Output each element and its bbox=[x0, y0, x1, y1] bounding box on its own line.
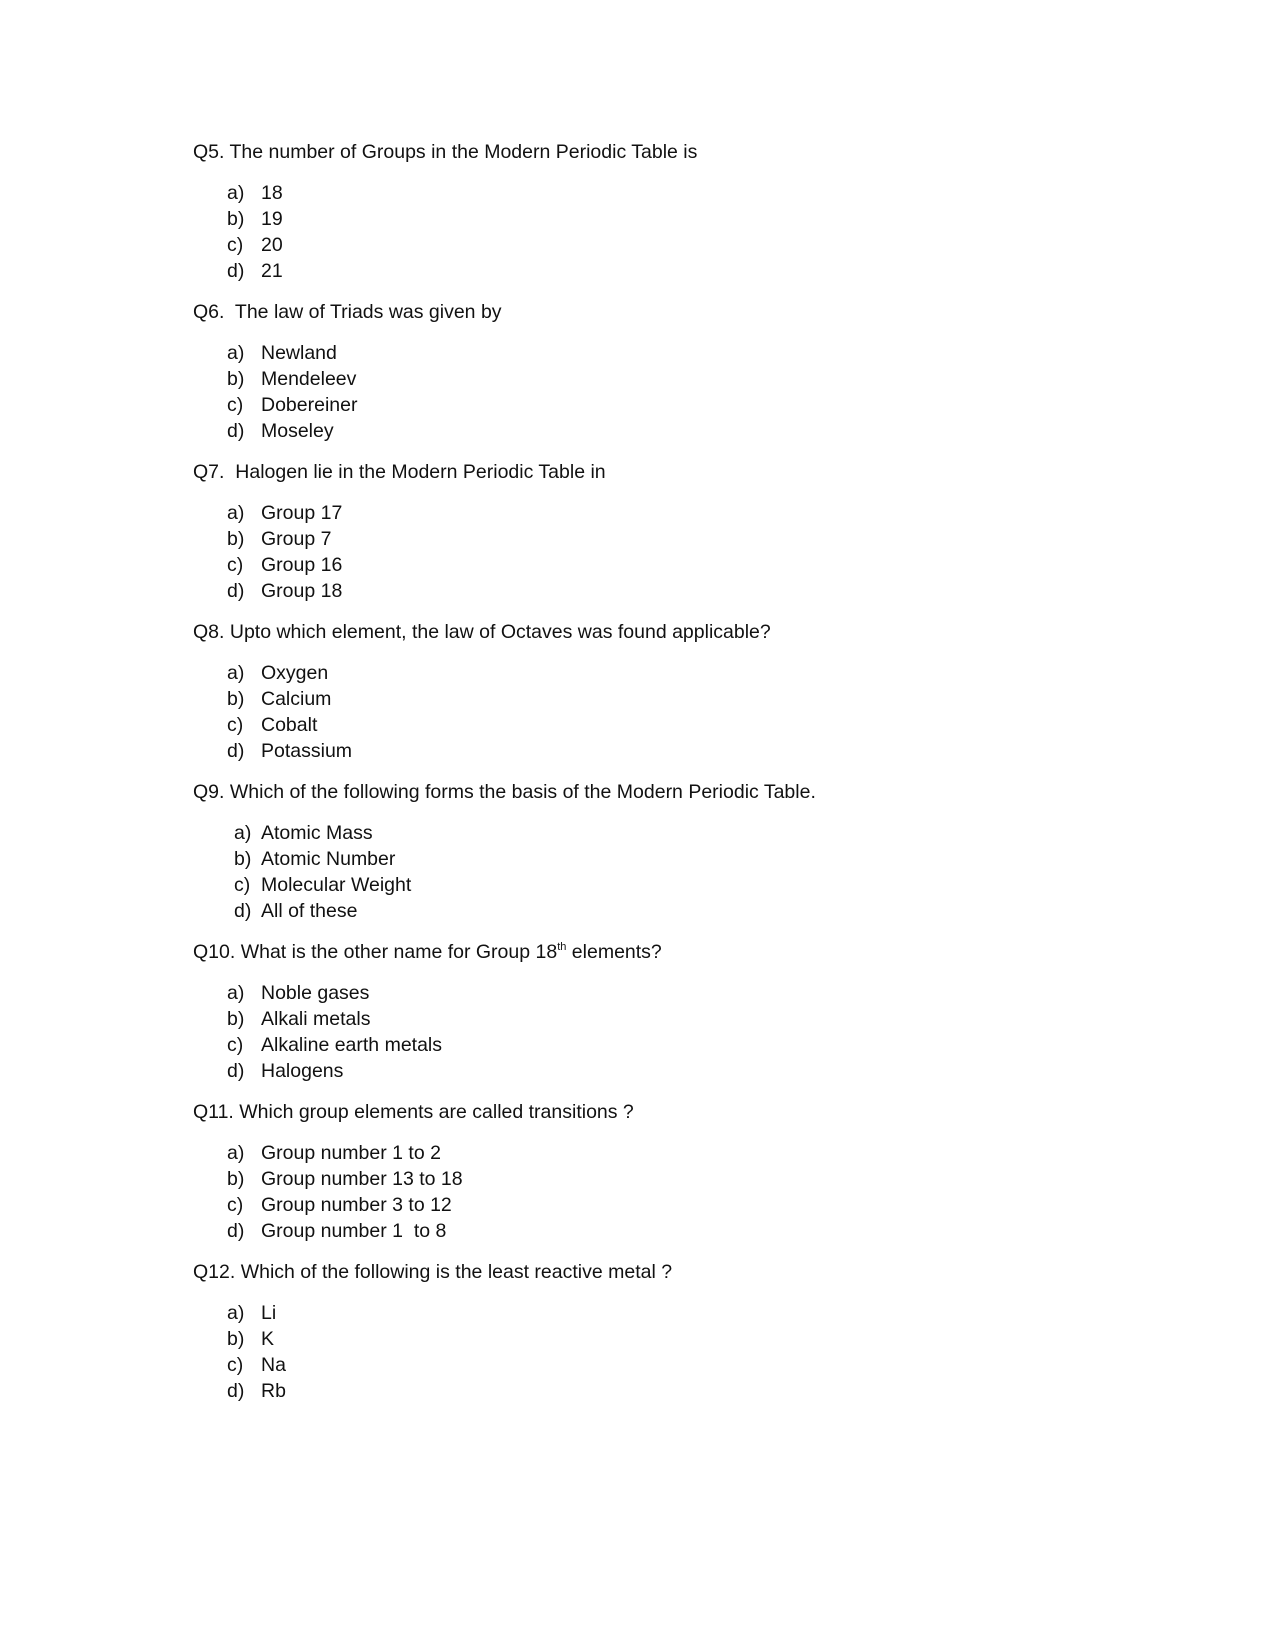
question-body: Halogen lie in the Modern Periodic Table in bbox=[224, 461, 606, 483]
question-number: Q10. bbox=[193, 941, 236, 963]
option-letter: d) bbox=[227, 1060, 245, 1082]
option-letter: a) bbox=[227, 1142, 245, 1164]
option-text: Oxygen bbox=[261, 662, 329, 684]
question-number: Q8. bbox=[193, 621, 225, 643]
option-d bbox=[193, 898, 1193, 924]
option-b bbox=[193, 526, 1193, 552]
question-text bbox=[193, 940, 1193, 964]
option-letter: d) bbox=[227, 580, 245, 602]
option-letter: c) bbox=[227, 1034, 244, 1056]
option-d bbox=[193, 1058, 1193, 1084]
option-text: Alkali metals bbox=[261, 1008, 371, 1030]
question-q5 bbox=[193, 140, 1193, 284]
question-body-end: elements? bbox=[566, 941, 662, 963]
option-text: Group number 3 to 12 bbox=[261, 1194, 452, 1216]
option-letter: a) bbox=[227, 662, 245, 684]
question-number: Q9. bbox=[193, 781, 225, 803]
option-text: K bbox=[261, 1328, 275, 1350]
option-c bbox=[193, 232, 1193, 258]
option-list bbox=[193, 820, 1193, 924]
option-text: Group number 1 to 8 bbox=[261, 1220, 447, 1242]
option-letter: c) bbox=[234, 874, 251, 896]
option-letter: c) bbox=[227, 1194, 244, 1216]
question-q7 bbox=[193, 460, 1193, 604]
option-letter: b) bbox=[227, 528, 245, 550]
option-list bbox=[193, 1140, 1193, 1244]
option-text: Cobalt bbox=[261, 714, 318, 736]
option-letter: c) bbox=[227, 1354, 244, 1376]
option-a bbox=[193, 180, 1193, 206]
option-list bbox=[193, 660, 1193, 764]
question-q9 bbox=[193, 780, 1193, 924]
option-b bbox=[193, 206, 1193, 232]
option-text: Group number 1 to 2 bbox=[261, 1142, 441, 1164]
option-text: Group 18 bbox=[261, 580, 343, 602]
option-text: 18 bbox=[261, 182, 283, 204]
option-d bbox=[193, 738, 1193, 764]
option-letter: a) bbox=[227, 982, 245, 1004]
option-list bbox=[193, 180, 1193, 284]
option-b bbox=[193, 686, 1193, 712]
option-text: 20 bbox=[261, 234, 283, 256]
option-c bbox=[193, 1032, 1193, 1058]
option-letter: a) bbox=[227, 1302, 245, 1324]
option-text: Moseley bbox=[261, 420, 334, 442]
option-d bbox=[193, 1378, 1193, 1404]
question-text bbox=[193, 140, 1193, 164]
option-letter: c) bbox=[227, 234, 244, 256]
option-b bbox=[193, 1006, 1193, 1032]
option-b bbox=[193, 366, 1193, 392]
question-text bbox=[193, 780, 1193, 804]
option-c bbox=[193, 712, 1193, 738]
option-b bbox=[193, 1326, 1193, 1352]
option-letter: d) bbox=[227, 740, 245, 762]
option-letter: a) bbox=[227, 182, 245, 204]
question-body: The law of Triads was given by bbox=[224, 301, 502, 323]
option-text: Calcium bbox=[261, 688, 332, 710]
option-d bbox=[193, 418, 1193, 444]
option-b bbox=[193, 846, 1193, 872]
option-text: 21 bbox=[261, 260, 283, 282]
option-d bbox=[193, 578, 1193, 604]
option-text: Group 16 bbox=[261, 554, 343, 576]
question-q10 bbox=[193, 940, 1193, 1084]
option-letter: b) bbox=[227, 208, 245, 230]
option-letter: a) bbox=[227, 502, 245, 524]
option-a bbox=[193, 1300, 1193, 1326]
question-body: Which group elements are called transitions ? bbox=[233, 1101, 634, 1123]
option-letter: a) bbox=[234, 822, 252, 844]
option-text: Group 17 bbox=[261, 502, 343, 524]
option-letter: c) bbox=[227, 714, 244, 736]
option-text: Newland bbox=[261, 342, 337, 364]
option-letter: b) bbox=[227, 368, 245, 390]
option-b bbox=[193, 1166, 1193, 1192]
question-text bbox=[193, 300, 1193, 324]
question-text bbox=[193, 620, 1193, 644]
option-letter: a) bbox=[227, 342, 245, 364]
question-body: What is the other name for Group 18 bbox=[235, 941, 558, 963]
option-text: Group 7 bbox=[261, 528, 332, 550]
option-a bbox=[193, 660, 1193, 686]
option-a bbox=[193, 1140, 1193, 1166]
option-c bbox=[193, 1192, 1193, 1218]
option-text: Rb bbox=[261, 1380, 286, 1402]
question-q6 bbox=[193, 300, 1193, 444]
question-q12 bbox=[193, 1260, 1193, 1404]
option-letter: d) bbox=[227, 1220, 245, 1242]
question-number: Q6. bbox=[193, 301, 225, 323]
option-text: Li bbox=[261, 1302, 277, 1324]
option-text: Alkaline earth metals bbox=[261, 1034, 443, 1056]
option-text: Dobereiner bbox=[261, 394, 358, 416]
option-c bbox=[193, 1352, 1193, 1378]
question-text bbox=[193, 1100, 1193, 1124]
option-text: Noble gases bbox=[261, 982, 370, 1004]
superscript-th: th bbox=[557, 941, 567, 953]
option-letter: b) bbox=[227, 1328, 245, 1350]
option-letter: c) bbox=[227, 394, 244, 416]
question-number: Q12. bbox=[193, 1261, 236, 1283]
question-body: Upto which element, the law of Octaves was found applicable? bbox=[224, 621, 771, 643]
option-list bbox=[193, 980, 1193, 1084]
question-body: Which of the following is the least reactive metal ? bbox=[235, 1261, 673, 1283]
question-text bbox=[193, 460, 1193, 484]
question-number: Q5. bbox=[193, 141, 225, 163]
question-q8 bbox=[193, 620, 1193, 764]
option-text: Mendeleev bbox=[261, 368, 357, 390]
question-text bbox=[193, 1260, 1193, 1284]
option-text: Halogens bbox=[261, 1060, 344, 1082]
option-text: All of these bbox=[261, 900, 358, 922]
option-c bbox=[193, 872, 1193, 898]
question-body: Which of the following forms the basis of the Modern Periodic Table. bbox=[224, 781, 816, 803]
option-a bbox=[193, 820, 1193, 846]
option-list bbox=[193, 340, 1193, 444]
option-letter: b) bbox=[227, 1168, 245, 1190]
option-letter: b) bbox=[227, 688, 245, 710]
option-list bbox=[193, 500, 1193, 604]
option-a bbox=[193, 980, 1193, 1006]
question-number: Q7. bbox=[193, 461, 225, 483]
option-d bbox=[193, 258, 1193, 284]
option-d bbox=[193, 1218, 1193, 1244]
option-text: Na bbox=[261, 1354, 286, 1376]
option-text: Potassium bbox=[261, 740, 353, 762]
option-text: Group number 13 to 18 bbox=[261, 1168, 463, 1190]
option-letter: d) bbox=[234, 900, 252, 922]
option-letter: d) bbox=[227, 1380, 245, 1402]
option-text: Atomic Mass bbox=[261, 822, 373, 844]
option-text: Atomic Number bbox=[261, 848, 396, 870]
option-list bbox=[193, 1300, 1193, 1404]
option-c bbox=[193, 392, 1193, 418]
option-letter: d) bbox=[227, 420, 245, 442]
option-letter: b) bbox=[234, 848, 252, 870]
option-a bbox=[193, 340, 1193, 366]
question-number: Q11. bbox=[193, 1101, 234, 1123]
option-text: 19 bbox=[261, 208, 283, 230]
option-letter: c) bbox=[227, 554, 244, 576]
option-text: Molecular Weight bbox=[261, 874, 412, 896]
option-letter: d) bbox=[227, 260, 245, 282]
question-body: The number of Groups in the Modern Periodic Table is bbox=[224, 141, 698, 163]
option-a bbox=[193, 500, 1193, 526]
option-c bbox=[193, 552, 1193, 578]
option-letter: b) bbox=[227, 1008, 245, 1030]
question-q11 bbox=[193, 1100, 1193, 1244]
